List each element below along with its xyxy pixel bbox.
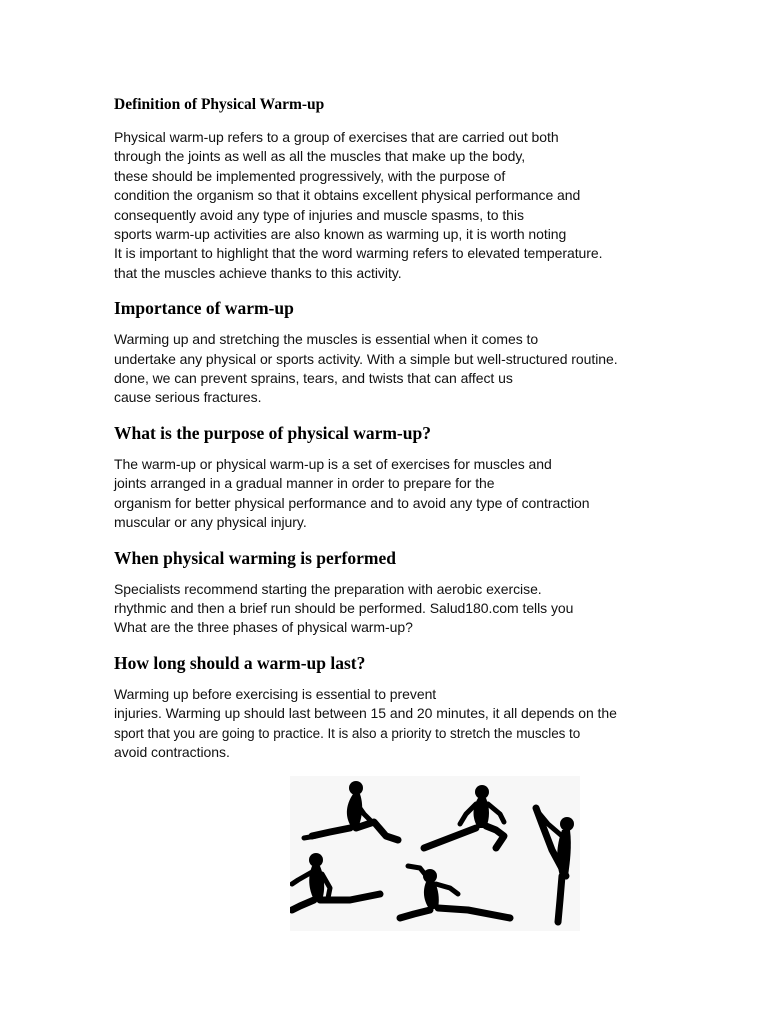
stretching-silhouettes-icon <box>290 776 580 931</box>
text-line: It is important to highlight that the word warming refers to elevated temperature. <box>114 245 603 262</box>
text-line: muscular or any physical injury. <box>114 514 307 531</box>
text-line: that the muscles achieve thanks to this activity. <box>114 264 402 281</box>
side-lunge-figure-icon <box>424 785 504 848</box>
text-line: Specialists recommend starting the preparation with aerobic exercise. <box>114 580 542 597</box>
text-line: The warm-up or physical warm-up is a set of exercises for muscles and <box>114 455 552 472</box>
text-line: injuries. Warming up should last between 15 and 20 minutes, it all depends on the <box>114 705 617 722</box>
paragraph-importance <box>114 330 674 408</box>
text-line: these should be implemented progressively, with the purpose of <box>114 167 506 184</box>
text-line: Warming up before exercising is essential to prevent <box>114 685 437 702</box>
text-line: undertake any physical or sports activity. With a simple but well-structured routine. <box>114 350 618 367</box>
text-line: What are the three phases of physical warm-up? <box>114 619 413 636</box>
text-line: sports warm-up activities are also known as warming up, it is worth noting <box>114 226 567 243</box>
heading-when-performed: When physical warming is performed <box>114 547 396 568</box>
document-page <box>114 95 674 762</box>
text-line: Warming up and stretching the muscles is essential when it comes to <box>114 331 539 348</box>
text-line: organism for better physical performance and to avoid any type of contraction <box>114 494 590 511</box>
text-line: sport that you are going to practice. It is also a priority to stretch the muscles to <box>114 725 581 741</box>
text-line: done, we can prevent sprains, tears, and twists that can affect us <box>114 370 513 387</box>
stretching-figures-image <box>290 776 580 931</box>
paragraph-purpose <box>114 455 674 533</box>
heading-importance: Importance of warm-up <box>114 298 294 319</box>
paragraph-when-performed <box>114 580 674 638</box>
high-kick-figure-icon <box>536 808 574 922</box>
text-line: cause serious fractures. <box>114 389 262 406</box>
heading-purpose: What is the purpose of physical warm-up? <box>114 422 431 443</box>
paragraph-duration <box>114 685 674 763</box>
text-line: condition the organism so that it obtains excellent physical performance and <box>114 187 581 204</box>
text-line: rhythmic and then a brief run should be performed. Salud180.com tells you <box>114 599 574 616</box>
text-line: consequently avoid any type of injuries and muscle spasms, to this <box>114 206 524 223</box>
text-line: Physical warm-up refers to a group of exercises that are carried out both <box>114 129 559 145</box>
paragraph-definition <box>114 128 674 283</box>
heading-definition: Definition of Physical Warm-up <box>114 96 325 113</box>
text-line: through the joints as well as all the muscles that make up the body, <box>114 148 526 165</box>
straddle-reach-figure-icon <box>400 866 510 918</box>
lunge-figure-icon <box>304 781 398 840</box>
text-line: avoid contractions. <box>114 743 230 760</box>
text-line: joints arranged in a gradual manner in order to prepare for the <box>114 475 495 492</box>
split-figure-icon <box>292 853 380 910</box>
heading-duration: How long should a warm-up last? <box>114 652 366 673</box>
